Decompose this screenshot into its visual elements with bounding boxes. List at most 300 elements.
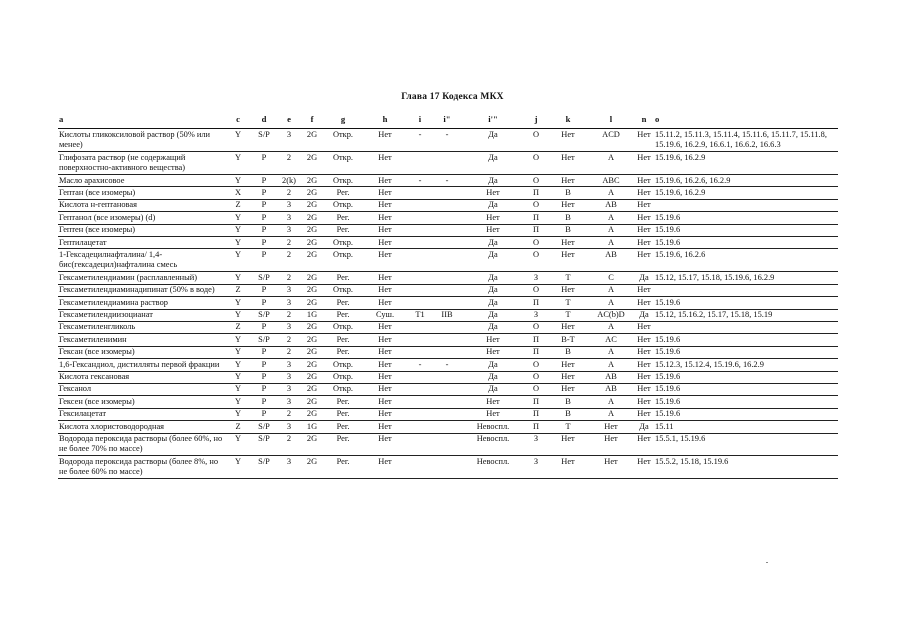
table-cell: 2 bbox=[286, 152, 292, 162]
table-cell: Y bbox=[234, 409, 242, 419]
cargo-name-cell: Гексанол bbox=[59, 384, 92, 394]
table-cell: 2 bbox=[286, 434, 292, 444]
cargo-name-cell: Гептанол (все изомеры) (d) bbox=[59, 212, 156, 222]
table-cell: Нет bbox=[378, 225, 392, 235]
table-cell: Нет bbox=[378, 456, 392, 466]
table-cell: Нет bbox=[637, 359, 651, 369]
cargo-name-cell: Гексаметилендиамина раствор bbox=[59, 297, 168, 307]
table-cell: П bbox=[532, 212, 540, 222]
table-cell: П bbox=[532, 421, 540, 431]
column-header: h bbox=[382, 114, 388, 124]
table-row bbox=[58, 297, 838, 309]
table-cell: Рег. bbox=[336, 421, 350, 431]
table-cell: О bbox=[532, 175, 540, 185]
table-cell: 2 bbox=[286, 347, 292, 357]
table-cell: Суш. bbox=[375, 310, 395, 319]
cargo-name-cell: Гексен (все изомеры) bbox=[59, 396, 135, 406]
table-cell: Y bbox=[234, 456, 242, 466]
table-cell: 15.19.6 bbox=[655, 384, 681, 394]
table-cell: 15.19.6 bbox=[655, 347, 681, 357]
page-title: Глава 17 Кодекса МКХ bbox=[401, 92, 504, 102]
table-cell: Да bbox=[488, 322, 498, 332]
table-cell bbox=[408, 249, 432, 272]
table-row bbox=[58, 309, 838, 321]
table-cell bbox=[408, 284, 432, 296]
table-cell: З bbox=[533, 434, 539, 444]
cargo-name-cell: Водорода пероксида растворы (более 60%, но не более 70% по массе) bbox=[59, 434, 223, 454]
table-cell: 15.12, 15.16.2, 15.17, 15.18, 15.19 bbox=[655, 310, 773, 319]
table-cell: A bbox=[607, 285, 615, 295]
table-cell: Нет bbox=[637, 334, 651, 344]
table-cell: Нет bbox=[378, 272, 392, 282]
table-cell: Нет bbox=[486, 187, 500, 197]
table-cell: C bbox=[608, 272, 614, 282]
cargo-name-cell: Гексаметиленгликоль bbox=[59, 322, 136, 332]
column-header: e bbox=[287, 114, 291, 124]
table-cell: 3 bbox=[286, 297, 292, 307]
table-row bbox=[58, 249, 838, 272]
table-cell: A bbox=[607, 225, 615, 235]
table-cell: AB bbox=[605, 384, 617, 394]
table-cell: Нет bbox=[637, 175, 651, 185]
table-cell: Y bbox=[234, 347, 242, 357]
table-cell bbox=[408, 272, 432, 284]
table-cell: В bbox=[565, 396, 571, 406]
table-cell: Нет bbox=[637, 396, 651, 406]
table-cell: О bbox=[532, 152, 540, 162]
column-header: l bbox=[609, 114, 613, 124]
table-row bbox=[58, 321, 838, 333]
table-cell: 15.19.6 bbox=[655, 212, 681, 222]
table-cell: 15.19.6, 16.2.6 bbox=[655, 249, 706, 259]
table-cell bbox=[432, 408, 462, 420]
table-cell: 2G bbox=[306, 372, 318, 382]
table-cell: P bbox=[261, 200, 267, 210]
table-cell: Y bbox=[234, 372, 242, 382]
table-cell bbox=[432, 371, 462, 383]
table-cell: Да bbox=[488, 200, 498, 210]
cargo-name-cell: 1,6-Гександиол, дистилляты первой фракции bbox=[59, 359, 220, 369]
table-cell: P bbox=[261, 187, 267, 197]
table-cell bbox=[408, 187, 432, 199]
table-cell bbox=[408, 224, 432, 236]
table-cell: Нет bbox=[637, 212, 651, 222]
table-cell bbox=[432, 297, 462, 309]
table-cell: Нет bbox=[637, 322, 651, 332]
table-cell: 3 bbox=[286, 384, 292, 394]
table-cell: 2G bbox=[306, 225, 318, 235]
cargo-name-cell: Масло арахисовое bbox=[59, 175, 125, 185]
table-cell: 2G bbox=[306, 129, 318, 139]
table-cell: A bbox=[607, 359, 615, 369]
table-cell: Нет bbox=[637, 297, 651, 307]
table-cell bbox=[408, 199, 432, 211]
table-cell: A bbox=[607, 187, 615, 197]
table-cell: A bbox=[607, 322, 615, 332]
table-cell: A bbox=[607, 409, 615, 419]
table-cell: Да bbox=[488, 297, 498, 307]
table-cell: Нет bbox=[561, 285, 575, 295]
table-cell: Z bbox=[235, 421, 241, 431]
table-cell: 3 bbox=[286, 421, 292, 431]
table-cell: 15.19.6 bbox=[655, 334, 681, 344]
table-cell: Нет bbox=[378, 347, 392, 357]
table-cell: В-Т bbox=[561, 334, 575, 344]
table-cell: 3 bbox=[286, 456, 292, 466]
table-row bbox=[58, 284, 838, 296]
table-row bbox=[58, 359, 838, 371]
table-cell bbox=[408, 371, 432, 383]
table-cell: Рег. bbox=[336, 334, 350, 344]
table-cell: З bbox=[533, 310, 539, 319]
table-cell: S/P bbox=[258, 456, 270, 466]
table-cell: Невоспл. bbox=[476, 456, 510, 466]
table-cell: Y bbox=[234, 359, 242, 369]
table-cell: Нет bbox=[486, 409, 500, 419]
table-cell: Нет bbox=[604, 434, 618, 444]
table-cell: Нет bbox=[378, 434, 392, 444]
table-cell: О bbox=[532, 129, 540, 139]
table-cell bbox=[408, 396, 432, 408]
table-cell: В bbox=[565, 347, 571, 357]
table-row bbox=[58, 152, 838, 175]
table-cell: 3 bbox=[286, 200, 292, 210]
table-cell: З bbox=[533, 272, 539, 282]
column-header: n bbox=[641, 114, 647, 124]
table-cell: 3 bbox=[286, 225, 292, 235]
table-cell: Нет bbox=[378, 409, 392, 419]
table-cell: Нет bbox=[561, 359, 575, 369]
table-cell: Z bbox=[235, 322, 241, 332]
table-cell: 15.19.6 bbox=[655, 396, 681, 406]
table-cell: Рег. bbox=[336, 396, 350, 406]
table-cell: Y bbox=[234, 272, 242, 282]
table-cell: Да bbox=[488, 384, 498, 394]
table-cell: Нет bbox=[604, 456, 618, 466]
table-cell: Нет bbox=[561, 372, 575, 382]
column-header: a bbox=[59, 114, 64, 124]
column-header: i'" bbox=[488, 114, 498, 124]
table-cell: 2G bbox=[306, 152, 318, 162]
table-cell: Да bbox=[488, 272, 498, 282]
table-row bbox=[58, 346, 838, 358]
table-cell: 15.5.2, 15.18, 15.19.6 bbox=[655, 456, 729, 466]
cargo-name-cell: 1-Гексадецилнафталина/ 1,4-бис(гексадецил)нафталина смесь bbox=[59, 249, 178, 270]
table-cell: Да bbox=[488, 310, 498, 319]
table-cell: Рег. bbox=[336, 347, 350, 357]
table-cell: Да bbox=[488, 285, 498, 295]
table-cell: 15.19.6 bbox=[655, 372, 681, 382]
table-cell: P bbox=[261, 212, 267, 222]
table-cell: AC bbox=[605, 334, 617, 344]
table-cell bbox=[408, 456, 432, 479]
table-cell: P bbox=[261, 372, 267, 382]
table-cell: Да bbox=[639, 421, 649, 431]
table-cell: Нет bbox=[637, 409, 651, 419]
table-cell: Да bbox=[639, 272, 649, 282]
table-cell: Нет bbox=[637, 237, 651, 247]
table-cell: П bbox=[532, 297, 540, 307]
table-cell: S/P bbox=[258, 272, 270, 282]
table-cell: S/P bbox=[258, 129, 270, 139]
table-cell bbox=[432, 187, 462, 199]
table-cell: Нет bbox=[378, 249, 392, 259]
table-cell: З bbox=[533, 456, 539, 466]
table-cell: Т bbox=[565, 297, 571, 307]
table-cell: Рег. bbox=[336, 409, 350, 419]
table-cell: AB bbox=[605, 249, 617, 259]
table-cell: Т bbox=[565, 310, 571, 319]
table-cell: S/P bbox=[258, 434, 270, 444]
table-cell: 15.19.6 bbox=[655, 297, 681, 307]
table-cell: A bbox=[607, 152, 615, 162]
table-cell: Т bbox=[565, 272, 571, 282]
table-cell: 2G bbox=[306, 322, 318, 332]
table-cell: 2G bbox=[306, 347, 318, 357]
table-cell: Нет bbox=[378, 212, 392, 222]
table-cell: - bbox=[445, 359, 449, 369]
table-cell: 2 bbox=[286, 310, 292, 319]
table-cell: Y bbox=[234, 129, 242, 139]
table-cell: 15.12, 15.17, 15.18, 15.19.6, 16.2.9 bbox=[655, 272, 775, 282]
table-cell: Y bbox=[234, 384, 242, 394]
table-cell: 15.19.6 bbox=[655, 409, 681, 419]
table-cell bbox=[408, 152, 432, 175]
table-cell: Рег. bbox=[336, 456, 350, 466]
table-cell: Рег. bbox=[336, 297, 350, 307]
column-header: i bbox=[418, 114, 422, 124]
table-row bbox=[58, 408, 838, 420]
table-row bbox=[58, 433, 838, 456]
table-cell: Невоспл. bbox=[476, 434, 510, 444]
table-cell: Рег. bbox=[336, 225, 350, 235]
table-cell: S/P bbox=[258, 334, 270, 344]
table-cell: A bbox=[607, 212, 615, 222]
table-cell: Рег. bbox=[336, 272, 350, 282]
table-cell bbox=[654, 321, 838, 333]
table-cell: Нет bbox=[378, 384, 392, 394]
table-cell: 2G bbox=[306, 456, 318, 466]
table-row bbox=[58, 371, 838, 383]
table-cell: P bbox=[261, 359, 267, 369]
table-cell bbox=[408, 237, 432, 249]
table-cell: Нет bbox=[561, 152, 575, 162]
table-cell: Y bbox=[234, 249, 242, 259]
table-cell: 2G bbox=[306, 175, 318, 185]
table-cell: P bbox=[261, 297, 267, 307]
cargo-name-cell: Гексилацетат bbox=[59, 409, 106, 419]
cargo-name-cell: Кислота гексановая bbox=[59, 372, 130, 382]
table-cell: О bbox=[532, 237, 540, 247]
table-cell: 3 bbox=[286, 372, 292, 382]
table-cell: Нет bbox=[378, 372, 392, 382]
table-cell bbox=[408, 408, 432, 420]
table-cell: В bbox=[565, 225, 571, 235]
table-cell: Y bbox=[234, 334, 242, 344]
table-cell bbox=[432, 152, 462, 175]
table-cell: О bbox=[532, 322, 540, 332]
table-cell: Нет bbox=[561, 129, 575, 139]
table-cell: Y bbox=[234, 310, 242, 319]
table-cell: Откр. bbox=[332, 129, 354, 139]
table-cell: 15.19.6 bbox=[655, 237, 681, 247]
table-cell bbox=[432, 284, 462, 296]
table-row bbox=[58, 175, 838, 187]
table-cell: 1G bbox=[306, 310, 318, 319]
column-header: f bbox=[310, 114, 314, 124]
table-cell: Нет bbox=[637, 384, 651, 394]
table-row bbox=[58, 421, 838, 433]
table-cell: 3 bbox=[286, 212, 292, 222]
table-cell: 15.19.6, 16.2.9 bbox=[655, 187, 706, 197]
cargo-name-cell: Кислота н-гептановая bbox=[59, 200, 137, 210]
table-cell: Нет bbox=[378, 187, 392, 197]
table-cell: Z bbox=[235, 285, 241, 295]
table-cell: 2G bbox=[306, 200, 318, 210]
table-cell: 2 bbox=[286, 334, 292, 344]
table-cell: Откр. bbox=[332, 384, 354, 394]
table-cell bbox=[432, 383, 462, 395]
table-cell: Откр. bbox=[332, 359, 354, 369]
table-cell: Да bbox=[488, 249, 498, 259]
table-cell bbox=[432, 421, 462, 433]
table-cell: Откр. bbox=[332, 249, 354, 259]
table-cell: 2G bbox=[306, 285, 318, 295]
table-cell: A bbox=[607, 297, 615, 307]
table-cell: Y bbox=[234, 434, 242, 444]
table-cell: 2 bbox=[286, 249, 292, 259]
table-cell: ACD bbox=[602, 129, 620, 139]
table-cell: Y bbox=[234, 237, 242, 247]
table-cell: 2G bbox=[306, 237, 318, 247]
cargo-name-cell: Гексаметилендиизоцианат bbox=[59, 310, 153, 319]
table-cell bbox=[408, 421, 432, 433]
table-cell: Откр. bbox=[332, 175, 354, 185]
column-header: c bbox=[236, 114, 240, 124]
table-cell: Откр. bbox=[332, 152, 354, 162]
table-cell: О bbox=[532, 384, 540, 394]
table-cell bbox=[432, 224, 462, 236]
table-cell: 2 bbox=[286, 187, 292, 197]
table-cell: 15.5.1, 15.19.6 bbox=[655, 434, 706, 444]
table-cell: Нет bbox=[637, 187, 651, 197]
table-cell: Нет bbox=[378, 200, 392, 210]
table-cell: S/P bbox=[258, 421, 270, 431]
table-cell: A bbox=[607, 396, 615, 406]
cargo-table bbox=[58, 113, 838, 479]
table-cell: AC(b)D bbox=[597, 310, 625, 319]
table-cell bbox=[432, 249, 462, 272]
table-cell: Нет bbox=[561, 384, 575, 394]
table-cell: 15.19.6 bbox=[655, 225, 681, 235]
table-cell bbox=[432, 212, 462, 224]
table-cell: P bbox=[261, 285, 267, 295]
table-cell: P bbox=[261, 396, 267, 406]
table-cell: 15.12.3, 15.12.4, 15.19.6, 16.2.9 bbox=[655, 359, 764, 369]
table-cell: 15.11 bbox=[655, 421, 674, 431]
table-cell: Нет bbox=[378, 421, 392, 431]
cargo-name-cell: Гептен (все изомеры) bbox=[59, 225, 136, 235]
table-cell: П bbox=[532, 347, 540, 357]
table-cell: Нет bbox=[486, 334, 500, 344]
table-cell bbox=[408, 334, 432, 346]
table-cell: Нет bbox=[378, 152, 392, 162]
cargo-name-cell: Водорода пероксида растворы (более 8%, но не более 60% по массе) bbox=[59, 456, 219, 477]
table-cell bbox=[408, 321, 432, 333]
table-cell bbox=[432, 346, 462, 358]
table-cell: P bbox=[261, 322, 267, 332]
table-cell: Y bbox=[234, 225, 242, 235]
cargo-name-cell: Гептилацетат bbox=[59, 237, 107, 247]
table-cell: 2 bbox=[286, 409, 292, 419]
table-cell: A bbox=[607, 347, 615, 357]
table-cell: 15.19.6, 16.2.9 bbox=[655, 152, 706, 162]
table-cell: Нет bbox=[604, 421, 618, 431]
table-cell: Нет bbox=[378, 129, 392, 139]
table-cell: Y bbox=[234, 297, 242, 307]
table-cell: Откр. bbox=[332, 285, 354, 295]
cargo-name-cell: Гексан (все изомеры) bbox=[59, 347, 135, 357]
table-cell: 2G bbox=[306, 334, 318, 344]
table-cell: О bbox=[532, 359, 540, 369]
table-cell: P bbox=[261, 347, 267, 357]
column-header: d bbox=[261, 114, 267, 124]
table-cell: AB bbox=[605, 200, 617, 210]
table-cell: Да bbox=[488, 372, 498, 382]
table-cell: Нет bbox=[378, 297, 392, 307]
table-cell: Да bbox=[488, 237, 498, 247]
table-cell: P bbox=[261, 225, 267, 235]
table-cell: - bbox=[418, 359, 422, 369]
table-cell: Нет bbox=[378, 285, 392, 295]
table-cell bbox=[432, 456, 462, 479]
table-cell: 3 bbox=[286, 129, 292, 139]
table-cell: Нет bbox=[378, 322, 392, 332]
table-cell bbox=[432, 334, 462, 346]
table-cell: Нет bbox=[637, 456, 651, 466]
table-cell: 15.19.6, 16.2.6, 16.2.9 bbox=[655, 175, 731, 185]
table-cell: ABC bbox=[602, 175, 620, 185]
table-cell: Да bbox=[488, 175, 498, 185]
table-cell: Z bbox=[235, 200, 241, 210]
table-cell: 2G bbox=[306, 396, 318, 406]
cargo-name-cell: Кислота хлористоводородная bbox=[59, 421, 165, 431]
table-cell: Нет bbox=[561, 434, 575, 444]
table-cell: Нет bbox=[637, 129, 651, 139]
column-header: j bbox=[534, 114, 538, 124]
table-row bbox=[58, 383, 838, 395]
table-cell: Нет bbox=[637, 347, 651, 357]
table-cell: Нет bbox=[637, 434, 651, 444]
table-cell: AB bbox=[605, 372, 617, 382]
table-cell: Нет bbox=[378, 396, 392, 406]
table-cell bbox=[408, 212, 432, 224]
table-cell: 2 bbox=[286, 237, 292, 247]
table-cell: Нет bbox=[561, 175, 575, 185]
table-cell: Нет bbox=[378, 237, 392, 247]
table-cell: Y bbox=[234, 396, 242, 406]
table-cell: О bbox=[532, 285, 540, 295]
table-row bbox=[58, 224, 838, 236]
table-cell: 3 bbox=[286, 396, 292, 406]
table-cell: Нет bbox=[637, 225, 651, 235]
table-cell bbox=[432, 237, 462, 249]
table-cell: 3 bbox=[286, 359, 292, 369]
table-cell: Да bbox=[488, 152, 498, 162]
table-cell: Рег. bbox=[336, 310, 350, 319]
column-header: i" bbox=[443, 114, 451, 124]
table-cell: 2(k) bbox=[282, 175, 296, 185]
